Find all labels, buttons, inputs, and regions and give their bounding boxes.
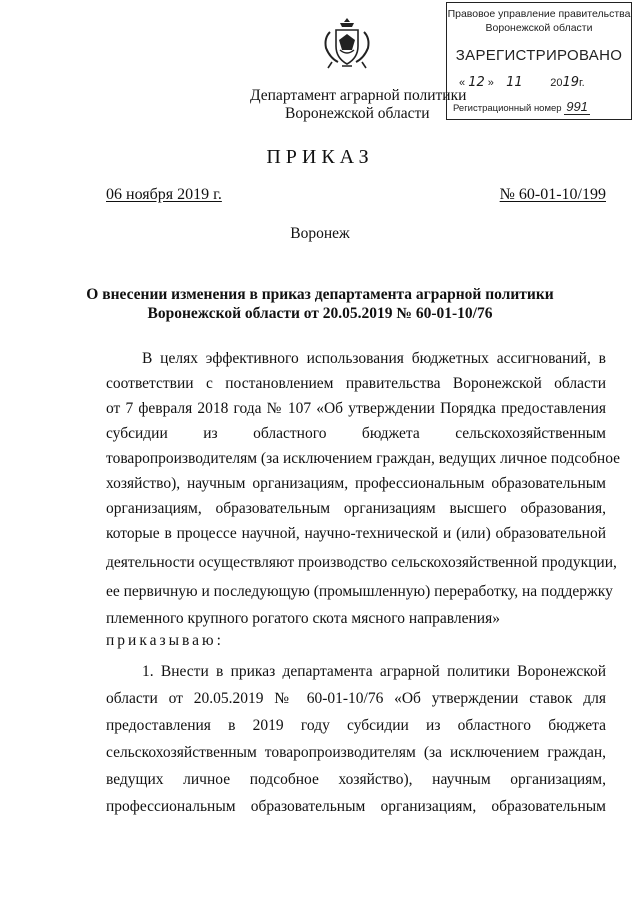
- prikazyvayu-word: приказываю:: [106, 632, 224, 649]
- order-date: 06 ноября 2019 г.: [106, 186, 222, 203]
- preamble-line: В целях эффективного использования бюджетных ассигнований, в: [142, 350, 606, 367]
- stamp-reg-number: Регистрационный номер 991: [453, 99, 588, 114]
- item1-line: профессиональным образовательным организациям, образовательным: [106, 798, 606, 815]
- stamp-date-year: 19: [562, 75, 580, 90]
- preamble-line: племенного крупного рогатого скота мясного направления»: [106, 610, 500, 627]
- preamble-line: от 7 февраля 2018 года № 107 «Об утверждении Порядка предоставления: [106, 400, 606, 417]
- stamp-date-month: 11: [506, 75, 523, 90]
- item1-line: области от 20.05.2019 № 60-01-10/76 «Об утверждении ставок для: [106, 690, 606, 707]
- item1-line: предоставления в 2019 году субсидии из областного бюджета: [106, 717, 606, 734]
- stamp-registered-label: ЗАРЕГИСТРИРОВАНО: [455, 47, 623, 64]
- order-number: № 60-01-10/199: [499, 186, 606, 203]
- preamble-line: организациям, образовательным организациям высшего образования,: [106, 500, 606, 517]
- department-name-line1: Департамент аграрной политики: [250, 87, 467, 104]
- preamble-line: субсидии из областного бюджета сельскохозяйственным: [106, 425, 606, 442]
- department-name-line2: Воронежской области: [285, 105, 430, 122]
- preamble-line: которые в процессе научной, научно-технической и (или) образовательной: [106, 525, 606, 542]
- coat-of-arms-emblem: [322, 16, 372, 72]
- stamp-authority-line2: Воронежской области: [485, 22, 593, 34]
- item1-line: 1. Внести в приказ департамента аграрной политики Воронежской: [142, 663, 606, 680]
- preamble-line: соответствии с постановлением правительства Воронежской области: [106, 375, 606, 392]
- subject-line: Воронежской области от 20.05.2019 № 60-01-10/76: [147, 305, 493, 322]
- preamble-line: товаропроизводителям (за исключением граждан, ведущих личное подсобное: [106, 450, 621, 467]
- item1-line: сельскохозяйственным товаропроизводителям (за исключением граждан,: [106, 744, 606, 761]
- preamble-line: ее первичную и последующую (промышленную) переработку, на поддержку: [106, 583, 613, 600]
- registration-stamp: [446, 2, 632, 120]
- stamp-date-day: 12: [468, 75, 485, 90]
- preamble-line: хозяйство), научным организациям, профессиональным образовательным: [106, 475, 606, 492]
- preamble-line: деятельности осуществляют производство сельскохозяйственной продукции,: [106, 554, 617, 571]
- city: Воронеж: [290, 225, 350, 242]
- stamp-authority-line1: Правовое управление правительства: [447, 8, 631, 20]
- stamp-date: « 12 » 11 2019г.: [459, 75, 585, 90]
- stamp-reg-number-value: 991: [566, 99, 588, 114]
- subject-line: О внесении изменения в приказ департамента аграрной политики: [86, 286, 554, 303]
- item1-line: ведущих личное подсобное хозяйство), научным организациям,: [106, 771, 606, 788]
- document-title: ПРИКАЗ: [266, 146, 374, 168]
